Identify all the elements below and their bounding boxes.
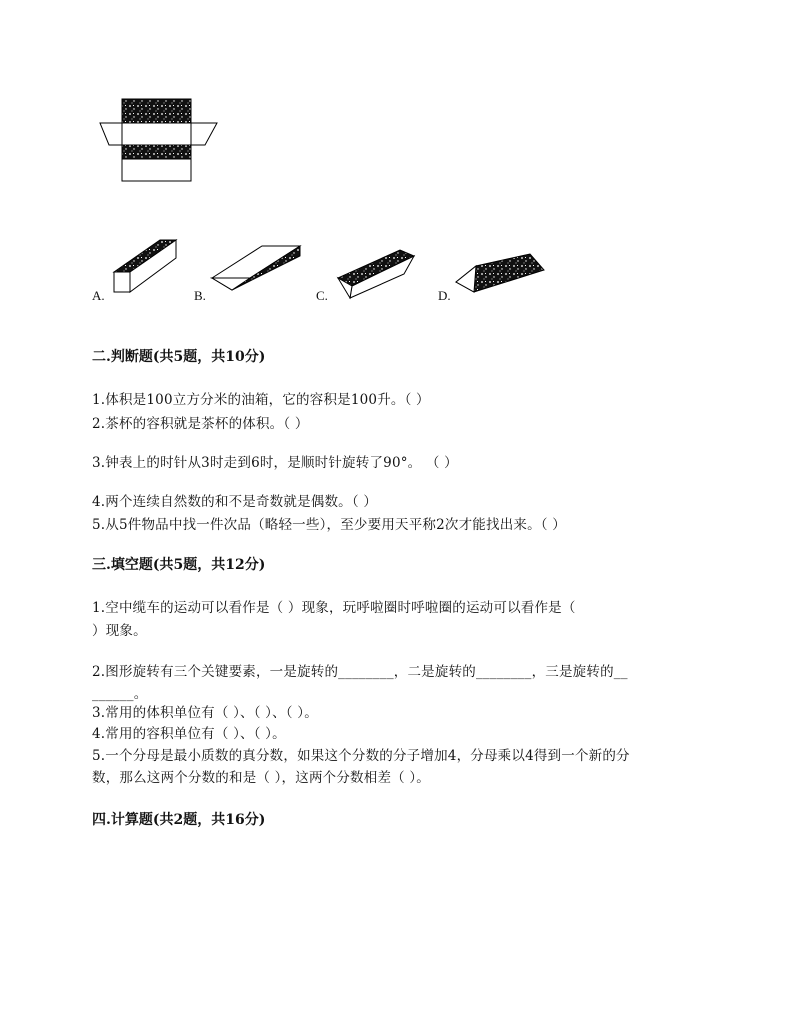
option-d-label: D.: [438, 288, 451, 303]
section3-line-7: 5.一个分母是最小质数的真分数，如果这个分数的分子增加4，分母乘以4得到一个新的分: [92, 748, 630, 764]
box-net-figure: [100, 99, 217, 181]
option-b-label: B.: [194, 288, 206, 303]
option-d-figure: [456, 254, 544, 292]
section3-line-3: 2.图形旋转有三个关键要素，一是旋转的________，二是旋转的________，三是旋转的__: [92, 664, 628, 680]
section2-item-4: 4.两个连续自然数的和不是奇数就是偶数。（ ）: [92, 494, 378, 510]
section3-title: 三.填空题(共5题，共12分): [92, 557, 266, 573]
section3-line-1: 1.空中缆车的运动可以看作是（ ）现象，玩呼啦圈时呼啦圈的运动可以看作是（: [92, 600, 576, 616]
section2-item-2: 2.茶杯的容积就是茶杯的体积。（ ）: [92, 416, 309, 432]
option-c-figure: [338, 250, 414, 298]
section3-line-8: 数，那么这两个分数的和是（ ），这两个分数相差（ ）。: [92, 770, 430, 786]
option-a-figure: [114, 240, 176, 292]
section2-item-1: 1.体积是100立方分米的油箱，它的容积是100升。（ ）: [92, 392, 430, 408]
option-b-figure: [212, 246, 300, 290]
section3-line-6: 4.常用的容积单位有（ ）、（ ）。: [92, 726, 286, 742]
section3-line-4: ______。: [92, 686, 148, 702]
section2-item-3: 3.钟表上的时针从3时走到6时，是顺时针旋转了90°。 （ ）: [92, 455, 458, 471]
section2-title: 二.判断题(共5题，共10分): [92, 349, 266, 365]
section2-item-5: 5.从5件物品中找一件次品（略轻一些），至少要用天平称2次才能找出来。（ ）: [92, 517, 566, 533]
section3-line-2: ）现象。: [92, 623, 147, 639]
option-c-label: C.: [316, 288, 328, 303]
section4-title: 四.计算题(共2题，共16分): [92, 812, 266, 828]
option-a-label: A.: [92, 288, 105, 303]
section3-line-5: 3.常用的体积单位有（ ）、（ ）、（ ）。: [92, 705, 318, 721]
